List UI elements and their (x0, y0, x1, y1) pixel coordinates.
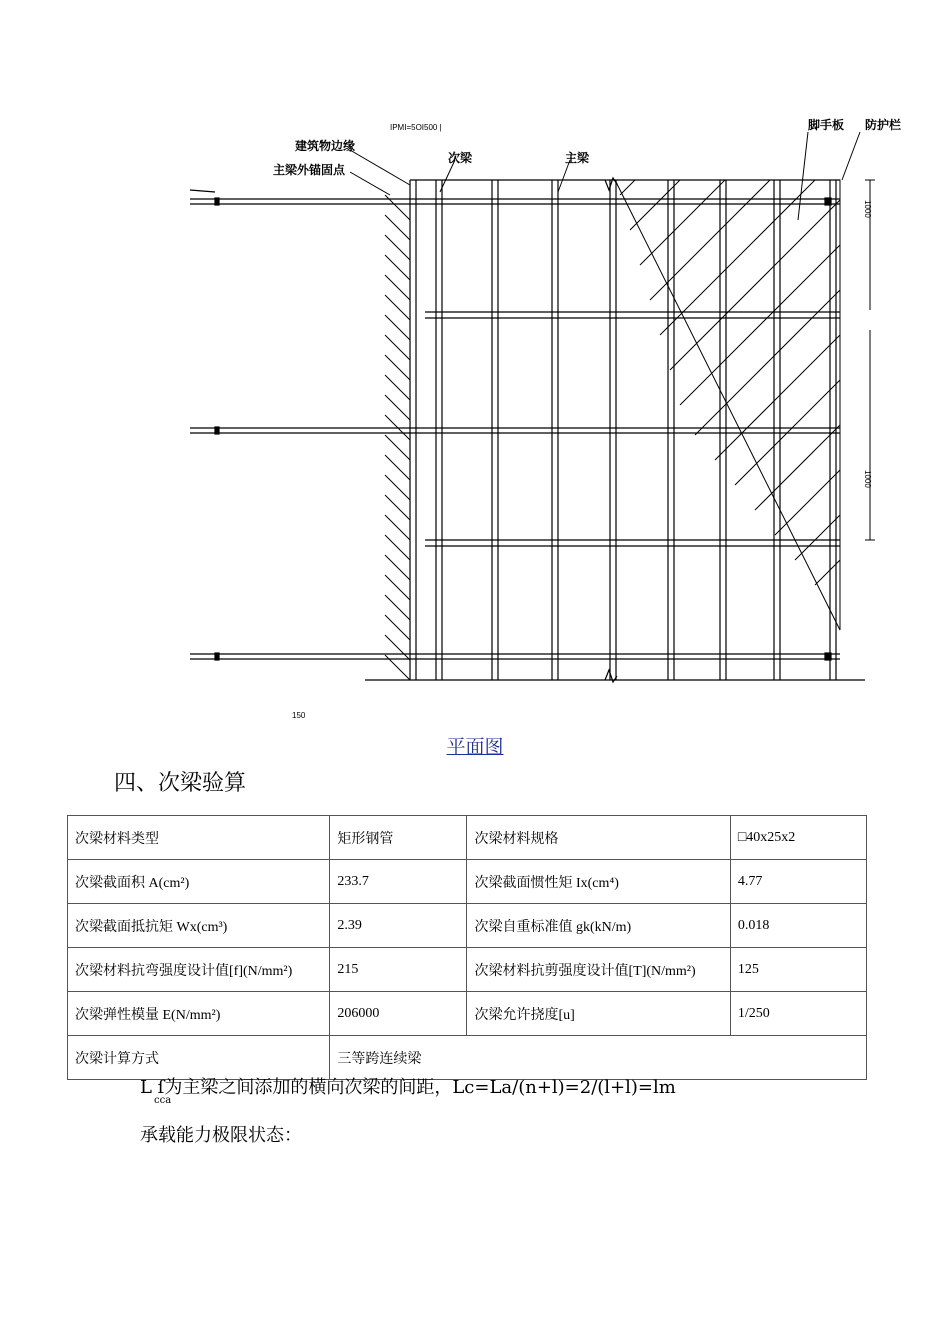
figure-caption[interactable]: 平面图 (446, 736, 504, 758)
label-guard-rail: 防护栏 (865, 118, 902, 132)
limit-state-heading: 承载能力极限状态： (140, 1125, 302, 1146)
table-cell: 次梁材料类型 (68, 816, 330, 860)
table-cell: 次梁材料抗弯强度设计值[f](N/mm²) (68, 948, 330, 992)
table-cell: 125 (730, 948, 866, 992)
table-cell: 4.77 (730, 860, 866, 904)
leader-lines (350, 132, 860, 220)
table-cell: 1/250 (730, 992, 866, 1036)
label-bottom-dim: 150 (292, 711, 306, 720)
building-wall-hatch (385, 195, 410, 680)
label-anchor-point: 主梁外锚固点 (273, 163, 346, 177)
label-secondary-beam: 次梁 (448, 151, 473, 165)
table-cell: □40x25x2 (730, 816, 866, 860)
formula-subscript: cca (154, 1095, 172, 1106)
table-cell: 206000 (330, 992, 467, 1036)
section-heading: 四、次梁验算 (114, 771, 247, 796)
table-cell: 次梁允许挠度[u] (467, 992, 730, 1036)
table-cell: 次梁计算方式 (68, 1036, 330, 1080)
table-row (68, 948, 867, 992)
label-right-dim-2: 1000 (863, 470, 872, 488)
plan-drawing (180, 110, 910, 720)
label-top-dim: IPMI=5OI500 | (390, 123, 442, 132)
table-cell: 三等跨连续梁 (330, 1036, 867, 1080)
beam-grid (190, 180, 865, 680)
table-cell: 233.7 (330, 860, 467, 904)
label-right-dim-1: 1000 (863, 200, 872, 218)
table-cell: 次梁截面积 A(cm²) (68, 860, 330, 904)
table-row (68, 816, 867, 860)
break-marks (605, 178, 617, 682)
table-row (68, 992, 867, 1036)
formula-line: L ſ为主梁之间添加的横向次梁的间距，Lc=La/(n+l)=2/(l+l)=lm (140, 1077, 676, 1098)
table-cell: 2.39 (330, 904, 467, 948)
label-foot-board: 脚手板 (808, 118, 845, 132)
label-building-edge: 建筑物边缘 (295, 139, 356, 153)
table-cell: 次梁截面抵抗矩 Wx(cm³) (68, 904, 330, 948)
table-cell: 次梁材料抗剪强度设计值[T](N/mm²) (467, 948, 730, 992)
table-row (68, 904, 867, 948)
label-main-beam: 主梁 (565, 151, 590, 165)
table-cell: 次梁材料规格 (467, 816, 730, 860)
spec-table (67, 815, 867, 1080)
scaffold-board-hatch (615, 180, 840, 630)
table-row (68, 860, 867, 904)
table-cell: 矩形钢管 (330, 816, 467, 860)
table-cell: 次梁弹性模量 E(N/mm²) (68, 992, 330, 1036)
table-cell: 次梁自重标准值 gk(kN/m) (467, 904, 730, 948)
table-cell: 215 (330, 948, 467, 992)
table-cell: 次梁截面惯性矩 Ix(cm⁴) (467, 860, 730, 904)
table-cell: 0.018 (730, 904, 866, 948)
